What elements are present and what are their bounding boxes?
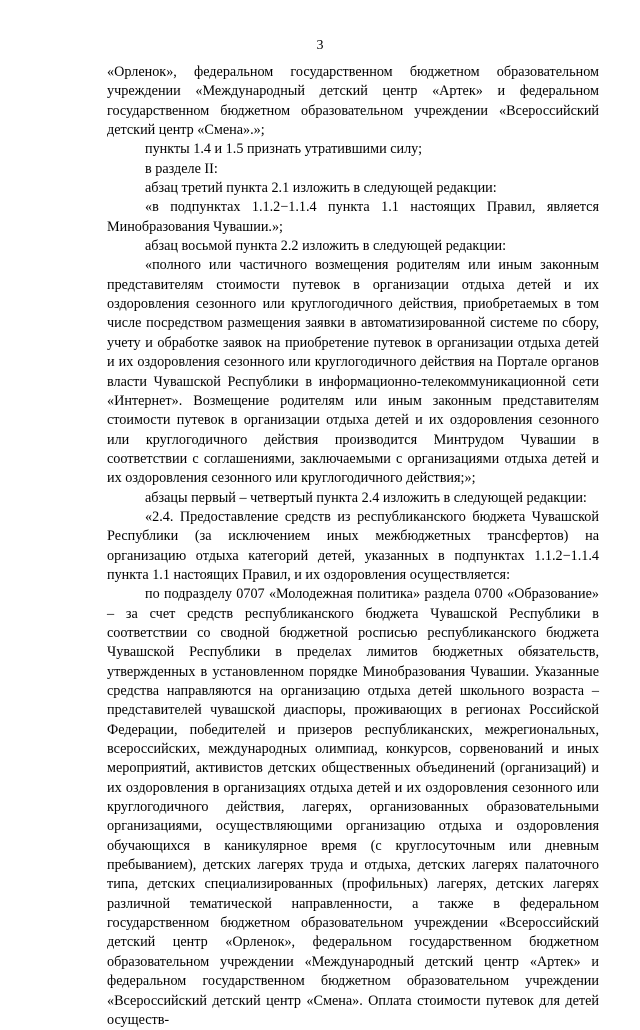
paragraph-section-heading: в разделе II:	[145, 160, 218, 177]
paragraph-amendment-2-2: абзац восьмой пункта 2.2 изложить в следующей редакции:	[145, 238, 507, 255]
paragraph-quote-2-4: «2.4. Предоставление средств из республиканского бюджета Чувашской Республики (за исключением иных межбюджетных трансфертов) на организацию отдыха категорий детей, указанных в подпунктах 1.1.2−1.1.4 пункта 1.1 настоящих Правил, и их оздоровления осуществляется:	[107, 508, 599, 583]
paragraph-amendment-2-4: абзацы первый – четвертый пункта 2.4 изложить в следующей редакции:	[145, 489, 587, 506]
document-body	[107, 63, 599, 1030]
paragraph-subsection-0707: по подразделу 0707 «Молодежная политика» раздела 0700 «Образование» – за счет средств республиканского бюджета Чувашской Республики в соответствии со сводной бюджетной росписью республиканского бюджета Чувашской Республики в пределах лимитов бюджетных обязательств, утвержденных в установленном порядке Минобразования Чувашии. Указанные средства направляются на организацию отдыха детей школьного возраста – представителей чувашской диаспоры, проживающих в регионах Российской Федерации, победителей и призеров республиканских, межрегиональных, всероссийских, международных олимпиад, конкурсов, сорвенований и иных мероприятий, активистов детских общественных объединений (организаций) и их оздоровления в организациях отдыха детей и их оздоровления сезонного или круглогодичного действия, лагерях, организованных образовательными организациями, осуществляющими организацию отдыха и оздоровления обучающихся в каникулярное время (с круглосуточным или дневным пребыванием), детских лагерях труда и отдыха, детских лагерях палаточного типа, детских специализированных (профильных) лагерях, детских лагерях различной тематической направленности, а также в федеральном государственном бюджетном образовательном учреждении «Всероссийский детский центр «Орленок», федеральном государственном бюджетном образовательном учреждении «Международный детский центр «Артек» и федеральном государственном бюджетном образовательном учреждении «Всероссийский детский центр «Смена». Оплата стоимости путевок для детей осуществ-	[107, 586, 599, 1028]
page-number: 3	[316, 38, 324, 53]
paragraph-amendment-2-1: абзац третий пункта 2.1 изложить в следующей редакции:	[145, 180, 497, 197]
paragraph-quote-2-2: «полного или частичного возмещения родителям или иным законным представителям стоимости путевок в организации отдыха детей и их оздоровления сезонного или круглогодичного действия, приобретаемых в том числе посредством размещения заявки в автоматизированной системе по сбору, учету и обработке заявок на приобретение путевок в организации отдыха детей и их оздоровления сезонного или круглогодичного действия на Портале органов власти Чувашской Республики в информационно-телекоммуникационной сети «Интернет». Возмещение родителям или иным законным представителям стоимости путевок в организации отдыха детей и их оздоровления сезонного или круглогодичного действия производится Минтрудом Чувашии в соответствии с соглашениями, заключаемыми с организациями отдыха детей и их оздоровления сезонного или круглогодичного действия;»;	[107, 257, 599, 487]
paragraph-items-invalidated: пункты 1.4 и 1.5 признать утратившими силу;	[145, 141, 423, 158]
paragraph-quote-2-1: «в подпунктах 1.1.2−1.1.4 пункта 1.1 настоящих Правил, является Минобразования Чувашии.»;	[107, 199, 599, 235]
paragraph-continuation: «Орленок», федеральном государственном бюджетном образовательном учреждении «Международный детский центр «Артек» и федеральном государственном бюджетном образовательном учреждении «Всероссийский детский центр «Смена».»;	[107, 64, 599, 139]
